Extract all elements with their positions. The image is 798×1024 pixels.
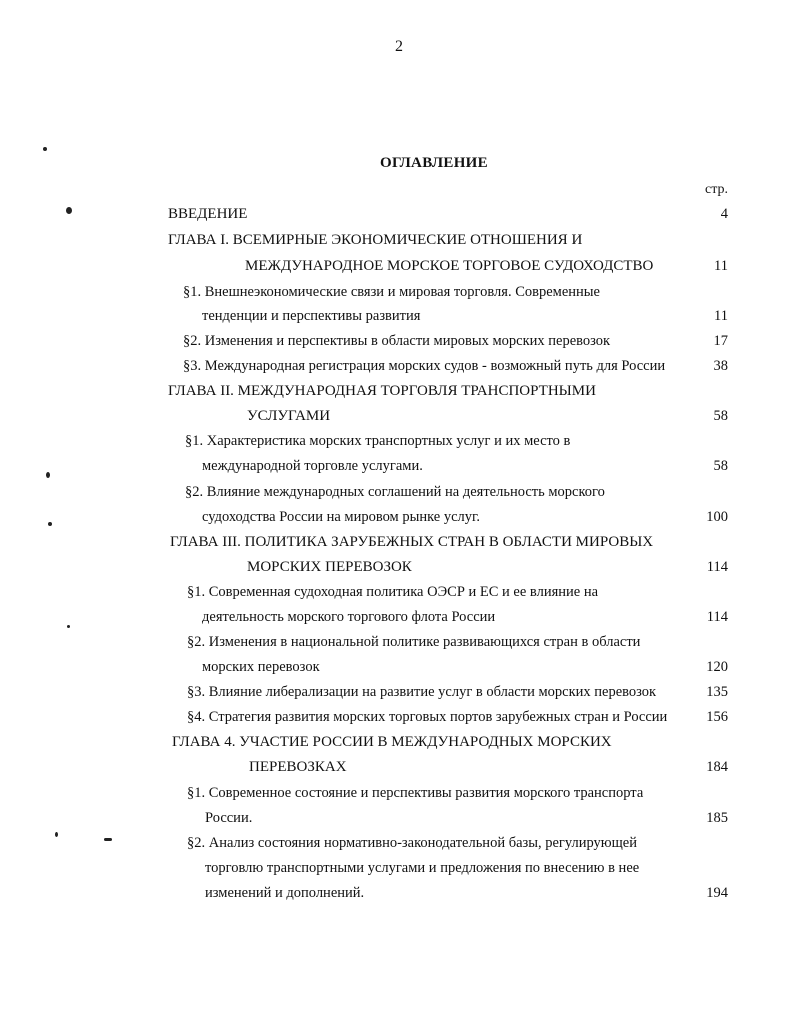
toc-entry-page: 17: [713, 333, 728, 349]
toc-entry-text: §2. Изменения и перспективы в области мировых морских перевозок: [183, 333, 611, 349]
toc-entry-text: §3. Влияние либерализации на развитие услуг в области морских перевозок: [187, 684, 657, 700]
page-title: ОГЛАВЛЕНИЕ: [380, 155, 488, 171]
toc-entry-text: ПЕРЕВОЗКАХ: [249, 759, 347, 775]
toc-entry-page: 11: [714, 258, 728, 274]
toc-entry-text: морских перевозок: [202, 659, 320, 675]
toc-entry-text: §2. Влияние международных соглашений на деятельность морского: [185, 484, 605, 500]
toc-entry-text: торговлю транспортными услугами и предложения по внесению в нее: [205, 860, 640, 876]
toc-entry-text: ГЛАВА 4. УЧАСТИЕ РОССИИ В МЕЖДУНАРОДНЫХ МОРСКИХ: [172, 734, 612, 750]
toc-entry-page: 4: [720, 206, 728, 222]
scan-speck: [66, 207, 72, 214]
toc-entry-text: §2. Изменения в национальной политике развивающихся стран в области: [187, 634, 641, 650]
toc-entry-text: §3. Международная регистрация морских судов - возможный путь для России: [183, 358, 666, 374]
toc-entry-text: МОРСКИХ ПЕРЕВОЗОК: [247, 559, 412, 575]
scan-speck: [55, 832, 58, 837]
scan-speck: [67, 625, 70, 628]
toc-entry-text: §1. Характеристика морских транспортных услуг и их место в: [185, 433, 571, 449]
scan-speck: [104, 838, 112, 841]
page-number: 2: [395, 38, 403, 55]
toc-entry-page: 194: [706, 885, 728, 901]
toc-entry-text: §1. Современная судоходная политика ОЭСР и ЕС и ее влияние на: [187, 584, 599, 600]
page-column-label: стр.: [705, 182, 729, 197]
toc-entry-text: России.: [205, 810, 253, 826]
toc-entry-page: 11: [714, 308, 728, 324]
toc-entry-page: 58: [713, 408, 728, 424]
toc-entry-text: §1. Внешнеэкономические связи и мировая торговля. Современные: [183, 284, 600, 300]
toc-entry-page: 114: [706, 559, 728, 575]
toc-entry-text: МЕЖДУНАРОДНОЕ МОРСКОЕ ТОРГОВОЕ СУДОХОДСТВО: [245, 258, 654, 274]
toc-entry-text: ГЛАВА III. ПОЛИТИКА ЗАРУБЕЖНЫХ СТРАН В ОБЛАСТИ МИРОВЫХ: [170, 534, 654, 550]
toc-entry-page: 100: [706, 509, 728, 525]
scan-speck: [46, 472, 50, 478]
toc-entry-page: 156: [706, 709, 728, 725]
toc-entry-text: тенденции и перспективы развития: [202, 308, 421, 324]
toc-entry-page: 184: [706, 759, 728, 775]
toc-entry-text: ГЛАВА II. МЕЖДУНАРОДНАЯ ТОРГОВЛЯ ТРАНСПОРТНЫМИ: [168, 383, 596, 399]
toc-entry-text: ВВЕДЕНИЕ: [168, 206, 248, 222]
toc-entry-text: деятельность морского торгового флота России: [202, 609, 496, 625]
toc-entry-text: УСЛУГАМИ: [247, 408, 331, 424]
scan-speck: [48, 522, 52, 526]
toc-entry-page: 38: [713, 358, 728, 374]
toc-entry-page: 114: [706, 609, 728, 625]
toc-entry-text: ГЛАВА I. ВСЕМИРНЫЕ ЭКОНОМИЧЕСКИЕ ОТНОШЕНИЯ И: [168, 232, 583, 248]
toc-entry-text: международной торговле услугами.: [202, 458, 423, 474]
toc-entry-page: 58: [713, 458, 728, 474]
toc-entry-text: §1. Современное состояние и перспективы развития морского транспорта: [187, 785, 644, 801]
toc-entry-page: 135: [706, 684, 728, 700]
toc-entry-page: 120: [706, 659, 728, 675]
toc-entry-text: изменений и дополнений.: [205, 885, 365, 901]
toc-entry-text: §2. Анализ состояния нормативно-законодательной базы, регулирующей: [187, 835, 637, 851]
toc-entry-text: судоходства России на мировом рынке услуг.: [202, 509, 480, 525]
toc-entry-text: §4. Стратегия развития морских торговых портов зарубежных стран и России: [187, 709, 668, 725]
toc-entry-page: 185: [706, 810, 728, 826]
scan-speck: [43, 147, 47, 151]
